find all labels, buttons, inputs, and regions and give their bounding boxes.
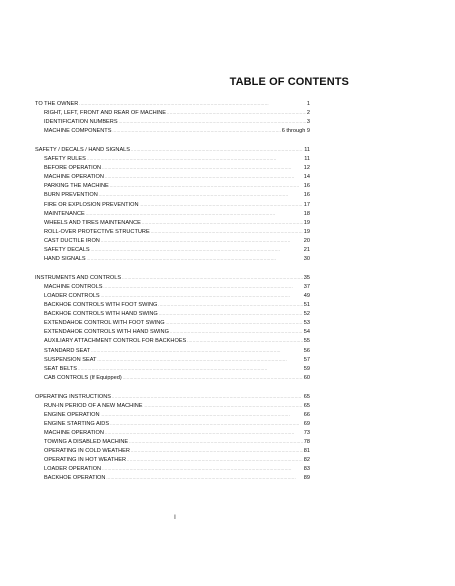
toc-entry-label: MACHINE CONTROLS: [44, 283, 103, 290]
toc-entry[interactable]: [35, 246, 310, 255]
toc-entry[interactable]: [35, 155, 310, 164]
toc-entry-label: WHEELS AND TIRES MAINTENANCE: [44, 219, 141, 226]
dot-leader: [105, 173, 303, 182]
toc-entry-page-number: 21: [303, 247, 310, 253]
dot-leader: [79, 100, 306, 109]
toc-entry[interactable]: [35, 127, 310, 136]
toc-entry-label: RUN-IN PERIOD OF A NEW MACHINE: [44, 402, 143, 409]
dot-leader: [106, 474, 302, 483]
toc-entry[interactable]: [35, 402, 310, 411]
toc-entry-page-number: 57: [303, 356, 310, 363]
toc-entry[interactable]: [35, 420, 310, 429]
dot-leader: [159, 310, 303, 319]
toc-entry[interactable]: [35, 447, 310, 456]
toc-entry-label: MACHINE OPERATION: [44, 429, 104, 436]
toc-entry-page-number: 59: [303, 365, 310, 372]
toc-entry[interactable]: [35, 465, 310, 474]
toc-entry[interactable]: [35, 310, 310, 319]
dot-leader: [103, 283, 302, 292]
toc-entry-page-number: 16: [303, 183, 310, 190]
toc-entry-label: CAST DUCTILE IRON: [44, 237, 100, 244]
dot-leader: [87, 155, 303, 164]
page-title-text: TABLE OF CONTENTS: [229, 76, 349, 88]
dot-leader: [123, 374, 303, 383]
toc-entry-page-number: 54: [303, 329, 310, 336]
toc-entry-page-number: 69: [303, 420, 310, 427]
toc-entry-label: LOADER OPERATION: [44, 466, 102, 473]
dot-leader: [129, 438, 303, 447]
toc-entry-label: INSTRUMENTS AND CONTROLS: [35, 274, 122, 281]
dot-leader: [170, 328, 303, 337]
toc-entry-label: BACKHOE CONTROLS WITH HAND SWING: [44, 311, 158, 318]
toc-entry-page-number: 78: [303, 438, 310, 445]
toc-entry-page-number: 56: [303, 347, 310, 354]
dot-leader: [91, 347, 303, 356]
dot-leader: [102, 164, 303, 173]
toc-entry-page-number: 89: [303, 475, 310, 482]
toc-entry-label: FIRE OR EXPLOSION PREVENTION: [44, 201, 139, 208]
toc-entry-label: EXTENDAHOE CONTROLS WITH HAND SWING: [44, 329, 169, 336]
dot-leader: [97, 356, 302, 365]
toc-entry-page-number: 17: [303, 201, 310, 208]
toc-entry-label: PARKING THE MACHINE: [44, 183, 109, 190]
dot-leader: [142, 219, 303, 228]
dot-leader: [127, 456, 303, 465]
toc-entry-label: BEFORE OPERATION: [44, 165, 102, 172]
toc-entry-label: CAB CONTROLS (If Equipped): [44, 374, 122, 381]
toc-entry[interactable]: [35, 411, 310, 420]
toc-entry-label: MAINTENANCE: [44, 210, 85, 217]
toc-entry[interactable]: [35, 301, 310, 310]
toc-entry[interactable]: [35, 456, 310, 465]
toc-entry-page-number: 53: [303, 320, 310, 327]
toc-entry[interactable]: [35, 191, 310, 200]
toc-entry-page-number: 30: [303, 256, 310, 263]
toc-entry-label: ENGINE STARTING AIDS: [44, 420, 110, 427]
dot-leader: [131, 447, 303, 456]
toc-entry-page-number: 60: [303, 374, 310, 381]
dot-leader: [158, 301, 302, 310]
toc-entry-label: SUSPENSION SEAT: [44, 356, 97, 363]
toc-entry-page-number: 65: [303, 402, 310, 409]
dot-leader: [101, 292, 303, 301]
toc-section: [35, 274, 310, 383]
toc-entry-page-number: 49: [303, 292, 310, 299]
toc-entry-label: OPERATING IN HOT WEATHER: [44, 457, 127, 464]
dot-leader: [166, 319, 303, 328]
dot-leader: [112, 127, 280, 136]
toc-section: [35, 146, 310, 264]
toc-entry-label: SAFETY RULES: [44, 156, 86, 163]
toc-section: [35, 393, 310, 484]
dot-leader: [144, 402, 303, 411]
toc-entry-label: STANDARD SEAT: [44, 347, 91, 354]
toc-entry-label: SEAT BELTS: [44, 365, 77, 372]
toc-entry-page-number: 65: [303, 393, 310, 400]
page-title: [0, 76, 350, 88]
toc-entry-label: RIGHT, LEFT, FRONT AND REAR OF MACHINE: [44, 110, 167, 117]
toc-entry-page-number: 6 through 9: [281, 128, 310, 135]
dot-leader: [99, 191, 303, 200]
dot-leader: [87, 255, 303, 264]
toc-entry-label: BURN PREVENTION: [44, 192, 98, 199]
toc-entry-label: HAND SIGNALS: [44, 256, 86, 263]
dot-leader: [112, 393, 303, 402]
toc-entry-page-number: 19: [303, 228, 310, 235]
toc-entry-label: BACKHOE CONTROLS WITH FOOT SWING: [44, 302, 158, 309]
toc-entry[interactable]: [35, 365, 310, 374]
toc-entry-page-number: 51: [303, 302, 310, 309]
toc-entry-page-number: 52: [303, 311, 310, 318]
toc-entry[interactable]: [35, 319, 310, 328]
toc-section-heading[interactable]: [35, 100, 310, 109]
dot-leader: [105, 429, 303, 438]
toc-entry-page-number: 19: [303, 219, 310, 226]
dot-leader: [86, 210, 303, 219]
dot-leader: [119, 118, 306, 127]
dot-leader: [187, 337, 303, 346]
dot-leader: [91, 246, 303, 255]
toc-entry-page-number: 11: [304, 156, 310, 163]
dot-leader: [101, 237, 303, 246]
toc-entry-page-number: 18: [303, 210, 310, 217]
toc-entry-label: OPERATING IN COLD WEATHER: [44, 448, 130, 455]
toc-entry[interactable]: [35, 374, 310, 383]
toc-entry-page-number: 66: [303, 411, 310, 418]
toc-entry-label: ENGINE OPERATION: [44, 411, 100, 418]
dot-leader: [131, 146, 303, 155]
toc-entry-page-number: 3: [306, 119, 310, 126]
toc-section-heading[interactable]: [35, 393, 310, 402]
toc-entry[interactable]: [35, 328, 310, 337]
toc-entry-page-number: 55: [303, 338, 310, 345]
toc-entry[interactable]: [35, 474, 310, 483]
toc-entry[interactable]: [35, 347, 310, 356]
toc-entry[interactable]: [35, 210, 310, 219]
toc-entry[interactable]: [35, 237, 310, 246]
footer-page-number: I: [174, 515, 176, 521]
toc-entry-page-number: 16: [303, 192, 310, 199]
toc-entry-page-number: 12: [303, 165, 310, 172]
toc-entry-label: TOWING A DISABLED MACHINE: [44, 438, 129, 445]
toc-entry[interactable]: [35, 164, 310, 173]
toc-entry-label: ROLL-OVER PROTECTIVE STRUCTURE: [44, 228, 150, 235]
dot-leader: [110, 420, 303, 429]
toc-section: [35, 100, 310, 136]
toc-entry-page-number: 20: [303, 237, 310, 244]
dot-leader: [167, 109, 306, 118]
toc-entry-label: MACHINE OPERATION: [44, 174, 104, 181]
toc-entry[interactable]: [35, 109, 310, 118]
toc-entry-label: TO THE OWNER: [35, 101, 79, 107]
toc-section-heading[interactable]: [35, 146, 310, 155]
dot-leader: [110, 182, 303, 191]
toc-entry[interactable]: [35, 228, 310, 237]
toc-entry[interactable]: [35, 173, 310, 182]
dot-leader: [101, 411, 303, 420]
toc-entry-page-number: 35: [303, 274, 310, 281]
toc-entry-label: SAFETY DECALS: [44, 247, 90, 253]
toc-entry[interactable]: [35, 182, 310, 191]
toc-entry-page-number: 1: [306, 101, 310, 107]
toc-entry-page-number: 81: [303, 448, 310, 455]
dot-leader: [78, 365, 303, 374]
toc-entry-page-number: 83: [303, 466, 310, 473]
toc-entry-page-number: 82: [303, 457, 310, 464]
toc-entry[interactable]: [35, 337, 310, 346]
toc-entry-page-number: 11: [304, 146, 310, 153]
toc-entry-page-number: 14: [303, 174, 310, 181]
toc-entry[interactable]: [35, 438, 310, 447]
dot-leader: [122, 274, 303, 283]
toc-entry[interactable]: [35, 255, 310, 264]
toc-entry-label: AUXILIARY ATTACHMENT CONTROL FOR BACKHOES: [44, 338, 187, 345]
toc-entry-page-number: 37: [303, 283, 310, 290]
toc-entry-label: SAFETY / DECALS / HAND SIGNALS: [35, 146, 131, 153]
toc-entry-label: OPERATING INSTRUCTIONS: [35, 393, 112, 400]
toc-entry[interactable]: [35, 356, 310, 365]
dot-leader: [151, 228, 303, 237]
toc-entry-page-number: 2: [306, 110, 310, 117]
table-of-contents: [35, 100, 310, 493]
toc-entry[interactable]: [35, 201, 310, 210]
toc-entry[interactable]: [35, 283, 310, 292]
toc-entry[interactable]: [35, 118, 310, 127]
dot-leader: [140, 201, 303, 210]
toc-entry-label: MACHINE COMPONENTS: [44, 128, 112, 135]
toc-entry[interactable]: [35, 429, 310, 438]
toc-section-heading[interactable]: [35, 274, 310, 283]
toc-entry[interactable]: [35, 219, 310, 228]
toc-entry-label: LOADER CONTROLS: [44, 292, 100, 299]
dot-leader: [102, 465, 303, 474]
toc-entry-label: EXTENDAHOE CONTROL WITH FOOT SWING: [44, 320, 165, 327]
toc-entry-label: BACKHOE OPERATION: [44, 475, 106, 482]
toc-entry-label: IDENTIFICATION NUMBERS: [44, 119, 118, 126]
toc-entry-page-number: 73: [303, 429, 310, 436]
toc-entry[interactable]: [35, 292, 310, 301]
